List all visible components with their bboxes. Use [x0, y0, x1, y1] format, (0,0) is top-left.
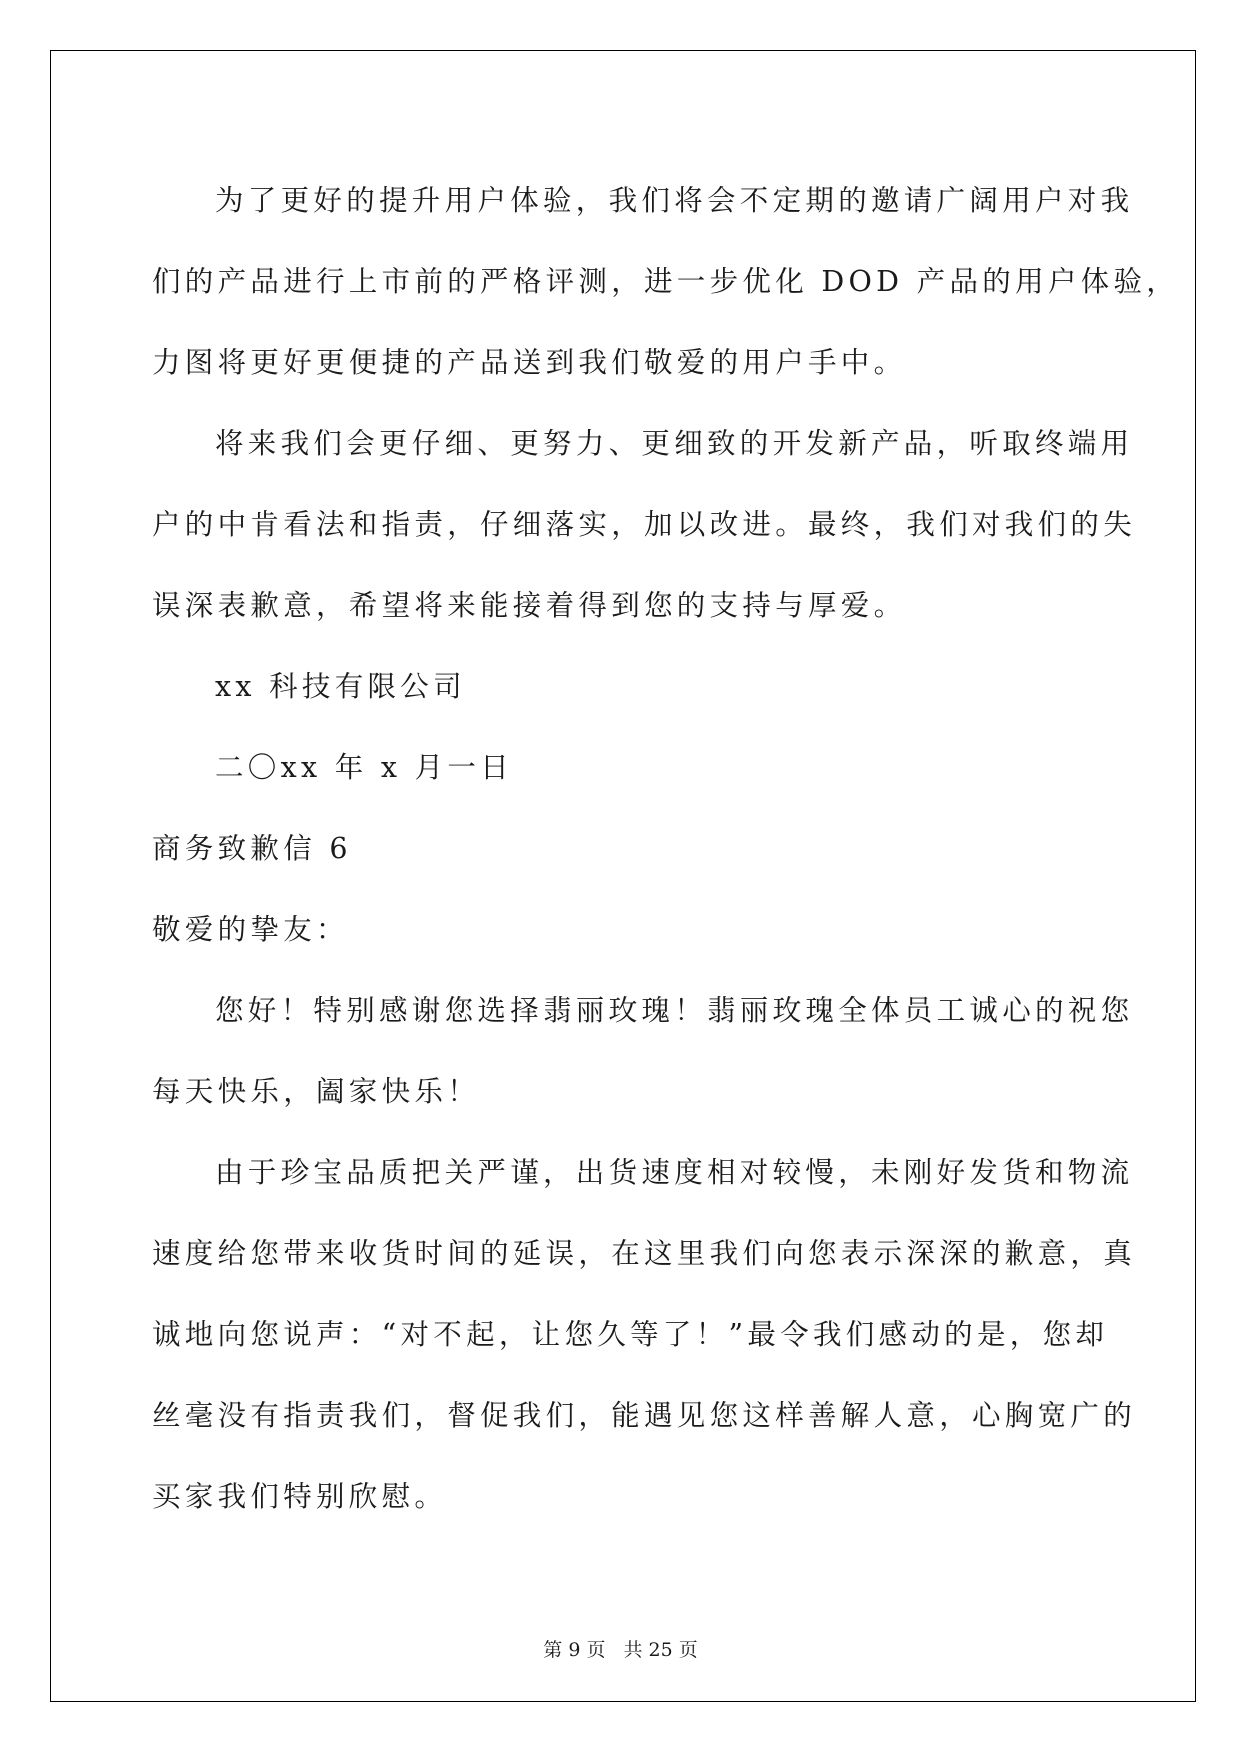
document-body	[152, 160, 1180, 1537]
page-footer	[0, 1638, 1241, 1662]
paragraph-line: 速度给您带来收货时间的延误，在这里我们向您表示深深的歉意，真	[152, 1237, 1137, 1270]
paragraph-line: 由于珍宝品质把关严谨，出货速度相对较慢，未刚好发货和物流	[215, 1156, 1134, 1189]
section-heading: 商务致歉信 6	[152, 832, 352, 865]
paragraph-line: 每天快乐，阖家快乐！	[152, 1075, 481, 1108]
signature-company: xx 科技有限公司	[215, 670, 466, 703]
paragraph-line: 户的中肯看法和指责，仔细落实，加以改进。最终，我们对我们的失	[152, 508, 1137, 541]
paragraph-line: 您好！特别感谢您选择翡丽玫瑰！翡丽玫瑰全体员工诚心的祝您	[215, 994, 1134, 1027]
paragraph-line: 诚地向您说声：“对不起，让您久等了！”最令我们感动的是，您却	[152, 1318, 1109, 1351]
page-total: 共 25 页	[623, 1639, 698, 1661]
paragraph-line: 们的产品进行上市前的严格评测，进一步优化 DOD 产品的用户体验，	[152, 265, 1180, 298]
signature-date: 二〇xx 年 x 月一日	[215, 751, 513, 784]
paragraph-line: 误深表歉意，希望将来能接着得到您的支持与厚爱。	[152, 589, 907, 622]
paragraph-line: 力图将更好更便捷的产品送到我们敬爱的用户手中。	[152, 346, 907, 379]
paragraph-line: 买家我们特别欣慰。	[152, 1480, 448, 1513]
salutation: 敬爱的挚友：	[152, 913, 349, 946]
page-number: 第 9 页	[543, 1639, 606, 1661]
paragraph-line: 将来我们会更仔细、更努力、更细致的开发新产品，听取终端用	[215, 427, 1134, 460]
paragraph-line: 为了更好的提升用户体验，我们将会不定期的邀请广阔用户对我	[215, 184, 1134, 217]
paragraph-line: 丝毫没有指责我们，督促我们，能遇见您这样善解人意，心胸宽广的	[152, 1399, 1137, 1432]
